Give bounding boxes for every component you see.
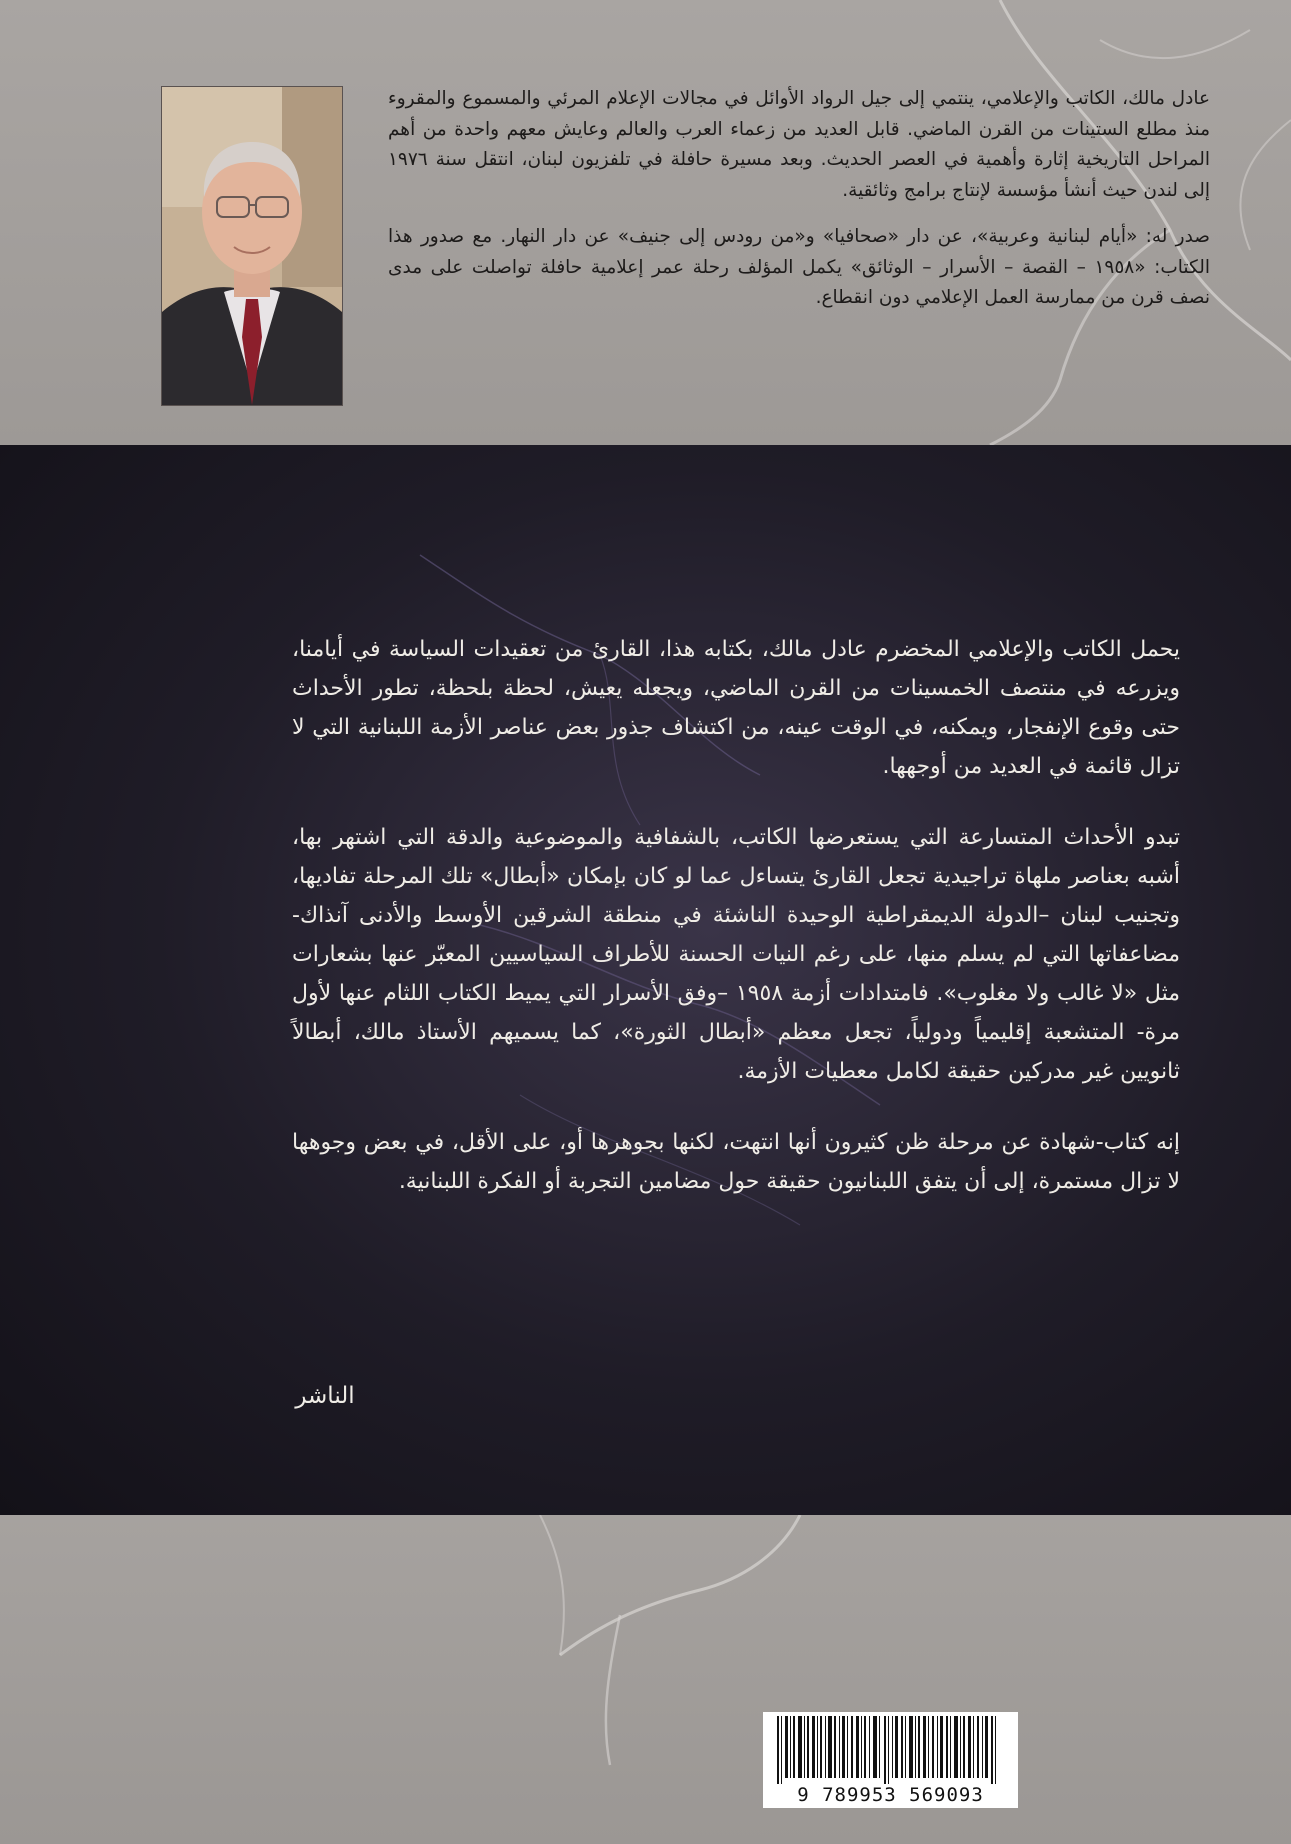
dark-blurb-panel — [0, 445, 1291, 1515]
isbn-number: 9 789953 569093 — [763, 1784, 1018, 1806]
blurb-paragraph: تبدو الأحداث المتسارعة التي يستعرضها الكاتب، بالشفافية والموضوعية والدقة التي اشتهر بها، أشبه بعناصر ملهاة تراجيدية تجعل القارئ يتساءل عما لو كان بإمكان «أبطال» تلك المرحلة تفاديها، وتجنيب لبنان –الدولة الديمقراطية الوحيدة الناشئة في منطقة الشرقين الأوسط والأدنى آنذاك- مضاعفاتها التي لم يسلم منها، على رغم النيات الحسنة للأطراف السياسيين المعبّر عنها بشعارات مثل «لا غالب ولا مغلوب». فامتدادات أزمة ١٩٥٨ –وفق الأسرار التي يميط الكتاب اللثام عنها لأول مرة- المتشعبة إقليمياً ودولياً، تجعل معظم «أبطال الثورة»، كما يسميهم الأستاذ مالك، أبطالاً ثانويين غير مدركين حقيقة لكامل معطيات الأزمة. — [292, 825, 1180, 1084]
back-cover-blurb — [292, 630, 1180, 1233]
author-bio-paragraph: عادل مالك، الكاتب والإعلامي، ينتمي إلى جيل الرواد الأوائل في مجالات الإعلام المرئي والمسموع والمقروء منذ مطلع الستينات من القرن الماضي. قابل العديد من زعماء العرب والعالم وعايش معهم واحدة من أهم المراحل التاريخية إثارة وأهمية في العصر الحديث. وبعد مسيرة حافلة في تلفزيون لبنان، انتقل سنة ١٩٧٦ إلى لندن حيث أنشأ مؤسسة لإنتاج برامج وثائقية. — [388, 88, 1210, 201]
author-portrait-image — [162, 87, 342, 405]
author-bio — [388, 84, 1210, 330]
blurb-paragraph: يحمل الكاتب والإعلامي المخضرم عادل مالك، بكتابه هذا، القارئ من تعقيدات السياسة في أيامنا، ويزرعه في منتصف الخمسينات من القرن الماضي، ويجعله يعيش، لحظة بلحظة، تطور الأحداث حتى وقوع الإنفجار، ويمكنه، في الوقت عينه، من اكتشاف جذور بعض عناصر الأزمة اللبنانية التي لا تزال قائمة في العديد من أوجهها. — [292, 637, 1180, 779]
author-bio-paragraph: صدر له: «أيام لبنانية وعربية»، عن دار «صحافيا» و«من رودس إلى جنيف» عن دار النهار. مع صدور هذا الكتاب: «١٩٥٨ – القصة – الأسرار – الوثائق» يكمل المؤلف رحلة عمر إعلامية حافلة تواصلت على مدى نصف قرن من ممارسة العمل الإعلامي دون انقطاع. — [388, 226, 1210, 308]
author-photo — [161, 86, 343, 406]
bottom-band — [0, 1515, 1291, 1844]
isbn-barcode — [763, 1712, 1018, 1808]
background-crack-lines-bottom — [0, 1515, 1291, 1844]
top-band — [0, 0, 1291, 445]
blurb-paragraph: إنه كتاب-شهادة عن مرحلة ظن كثيرون أنها انتهت، لكنها بجوهرها أو، على الأقل، في بعض وجوهها لا تزال مستمرة، إلى أن يتفق اللبنانيون حقيقة حول مضامين التجربة أو الفكرة اللبنانية. — [292, 1130, 1180, 1194]
publisher-signature: الناشر — [295, 1383, 355, 1409]
barcode-bars — [763, 1712, 1018, 1784]
